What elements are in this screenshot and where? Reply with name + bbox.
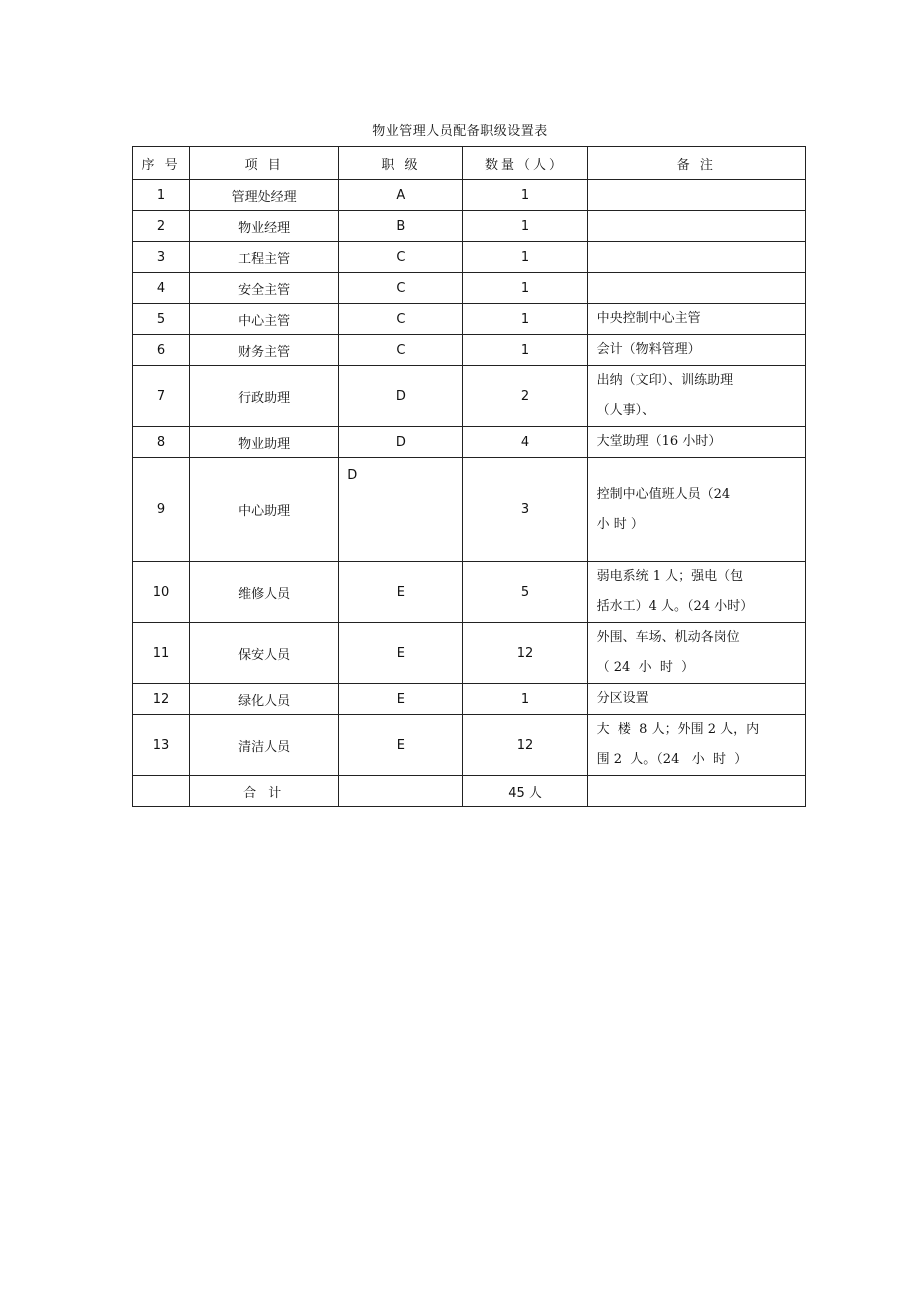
row-qty: 3	[463, 458, 587, 562]
row-qty: 1	[463, 211, 587, 242]
total-label: 合 计	[190, 776, 339, 807]
table-row	[133, 335, 806, 366]
row-qty: 2	[463, 366, 587, 427]
total-grade-empty	[339, 776, 463, 807]
row-note: 控制中心值班人员（24 小 时 ）	[587, 458, 805, 562]
row-grade: B	[339, 211, 463, 242]
row-no: 12	[133, 684, 190, 715]
table-row	[133, 684, 806, 715]
header-row	[133, 147, 806, 180]
row-item: 绿化人员	[190, 684, 339, 715]
row-no: 10	[133, 562, 190, 623]
row-no: 8	[133, 427, 190, 458]
row-grade: E	[339, 562, 463, 623]
row-note: 弱电系统 1 人；强电（包 括水工）4 人。（24 小时）	[587, 562, 805, 623]
header-qty: 数量（人）	[463, 147, 587, 180]
row-qty: 1	[463, 304, 587, 335]
row-qty: 1	[463, 180, 587, 211]
row-note	[587, 180, 805, 211]
table-row	[133, 562, 806, 623]
row-no: 13	[133, 715, 190, 776]
total-no-empty	[133, 776, 190, 807]
row-item: 中心主管	[190, 304, 339, 335]
row-qty: 4	[463, 427, 587, 458]
row-note	[587, 242, 805, 273]
row-item: 清洁人员	[190, 715, 339, 776]
table-row	[133, 366, 806, 427]
row-item: 管理处经理	[190, 180, 339, 211]
row-note	[587, 273, 805, 304]
row-no: 5	[133, 304, 190, 335]
row-grade: E	[339, 684, 463, 715]
row-item: 工程主管	[190, 242, 339, 273]
row-qty: 1	[463, 684, 587, 715]
row-grade: C	[339, 242, 463, 273]
table-row	[133, 427, 806, 458]
row-grade: C	[339, 273, 463, 304]
row-item: 物业经理	[190, 211, 339, 242]
table-row	[133, 304, 806, 335]
row-grade: E	[339, 715, 463, 776]
table-row	[133, 180, 806, 211]
header-item: 项 目	[190, 147, 339, 180]
row-note: 大堂助理（16 小时）	[587, 427, 805, 458]
row-qty: 1	[463, 242, 587, 273]
table-row	[133, 458, 806, 562]
row-note	[587, 211, 805, 242]
row-item: 安全主管	[190, 273, 339, 304]
row-no: 3	[133, 242, 190, 273]
row-note: 分区设置	[587, 684, 805, 715]
row-no: 9	[133, 458, 190, 562]
row-item: 财务主管	[190, 335, 339, 366]
row-item: 中心助理	[190, 458, 339, 562]
row-no: 11	[133, 623, 190, 684]
table-row	[133, 623, 806, 684]
table-row	[133, 242, 806, 273]
row-item: 维修人员	[190, 562, 339, 623]
total-qty: 45 人	[463, 776, 587, 807]
header-grade: 职 级	[339, 147, 463, 180]
row-grade: C	[339, 335, 463, 366]
row-note: 出纳（文印）、训练助理 （人事）、	[587, 366, 805, 427]
row-grade: D	[339, 366, 463, 427]
staffing-table	[132, 146, 806, 807]
row-qty: 5	[463, 562, 587, 623]
row-no: 7	[133, 366, 190, 427]
row-grade: C	[339, 304, 463, 335]
table-title: 物业管理人员配备职级设置表	[372, 124, 548, 139]
row-grade: D	[339, 427, 463, 458]
table-row	[133, 715, 806, 776]
row-grade: E	[339, 623, 463, 684]
row-item: 行政助理	[190, 366, 339, 427]
row-note: 中央控制中心主管	[587, 304, 805, 335]
row-item: 保安人员	[190, 623, 339, 684]
row-qty: 1	[463, 335, 587, 366]
total-note-empty	[587, 776, 805, 807]
row-grade: A	[339, 180, 463, 211]
row-qty: 1	[463, 273, 587, 304]
header-note: 备 注	[587, 147, 805, 180]
row-no: 1	[133, 180, 190, 211]
header-no: 序 号	[133, 147, 190, 180]
row-no: 6	[133, 335, 190, 366]
row-note: 大 楼 8 人；外围 2 人，内 围 2 人。（24 小 时 ）	[587, 715, 805, 776]
total-row	[133, 776, 806, 807]
table-row	[133, 273, 806, 304]
row-no: 2	[133, 211, 190, 242]
row-note: 外围、车场、机动各岗位 （ 24 小 时 ）	[587, 623, 805, 684]
row-grade: D	[339, 458, 463, 562]
row-item: 物业助理	[190, 427, 339, 458]
row-no: 4	[133, 273, 190, 304]
row-qty: 12	[463, 623, 587, 684]
table-row	[133, 211, 806, 242]
row-note: 会计（物料管理）	[587, 335, 805, 366]
row-qty: 12	[463, 715, 587, 776]
